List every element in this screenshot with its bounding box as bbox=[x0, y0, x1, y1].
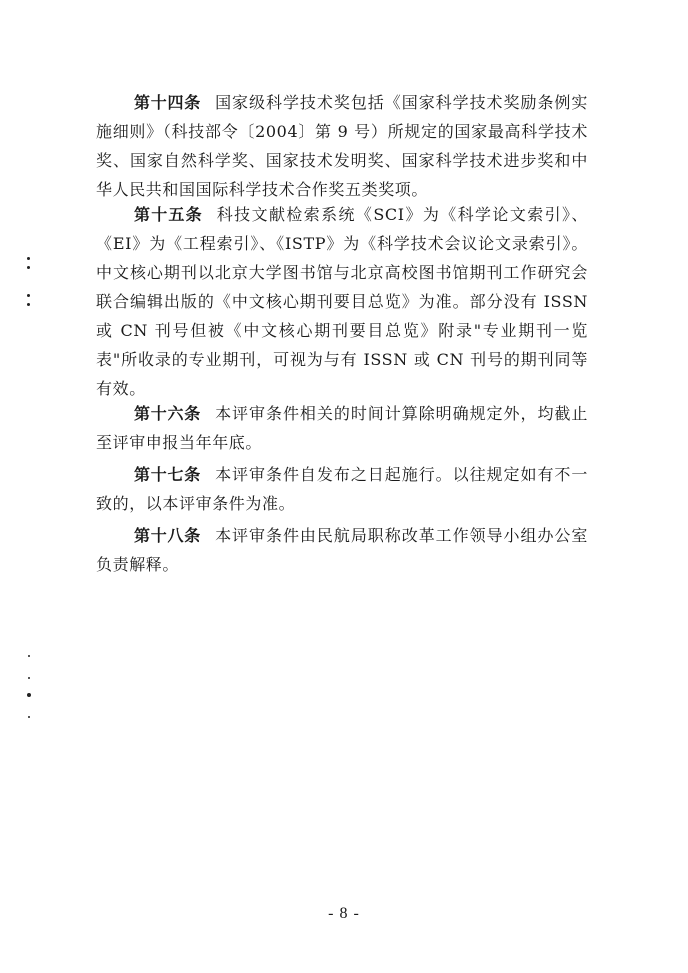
article-14-heading: 第十四条 bbox=[134, 93, 202, 112]
article-15-body: 科技文献检索系统《SCI》为《科学论文索引》、《EI》为《工程索引》、《ISTP》为《科学技术会议论文录索引》。中文核心期刊以北京大学图书馆与北京高校图书馆期刊工作研究会联合编辑出版的《中文核心期刊要目总览》为准。部分没有 ISSN 或 CN 刊号但被《中文核心期刊要目总览》附录"专业期刊一览表"所收录的专业期刊，可视为与有 ISSN 或 CN 刊号的期刊同等有效。 bbox=[96, 205, 588, 398]
margin-speck bbox=[28, 677, 30, 679]
article-18 bbox=[96, 521, 588, 579]
margin-speck bbox=[27, 303, 30, 306]
page-number: - 8 - bbox=[328, 905, 360, 922]
article-16 bbox=[96, 399, 588, 457]
margin-speck bbox=[27, 266, 30, 269]
margin-speck bbox=[28, 655, 30, 657]
article-17-heading: 第十七条 bbox=[134, 465, 202, 484]
margin-speck bbox=[27, 693, 31, 697]
article-17 bbox=[96, 460, 588, 518]
article-17-body: 本评审条件自发布之日起施行。以往规定如有不一致的，以本评审条件为准。 bbox=[96, 465, 588, 513]
article-18-heading: 第十八条 bbox=[134, 526, 202, 545]
article-15 bbox=[96, 200, 588, 403]
article-14 bbox=[96, 88, 588, 204]
margin-speck bbox=[28, 716, 30, 718]
article-16-body: 本评审条件相关的时间计算除明确规定外，均截止至评审申报当年年底。 bbox=[96, 404, 588, 452]
article-15-heading: 第十五条 bbox=[134, 205, 203, 224]
margin-speck bbox=[27, 294, 30, 297]
article-14-body: 国家级科学技术奖包括《国家科学技术奖励条例实施细则》（科技部令〔2004〕第 9 号）所规定的国家最高科学技术奖、国家自然科学奖、国家技术发明奖、国家科学技术进步奖和中华人民共和国国际科学技术合作奖五类奖项。 bbox=[96, 93, 588, 199]
article-16-heading: 第十六条 bbox=[134, 404, 202, 423]
margin-speck bbox=[27, 257, 30, 260]
article-18-body: 本评审条件由民航局职称改革工作领导小组办公室负责解释。 bbox=[96, 526, 588, 574]
